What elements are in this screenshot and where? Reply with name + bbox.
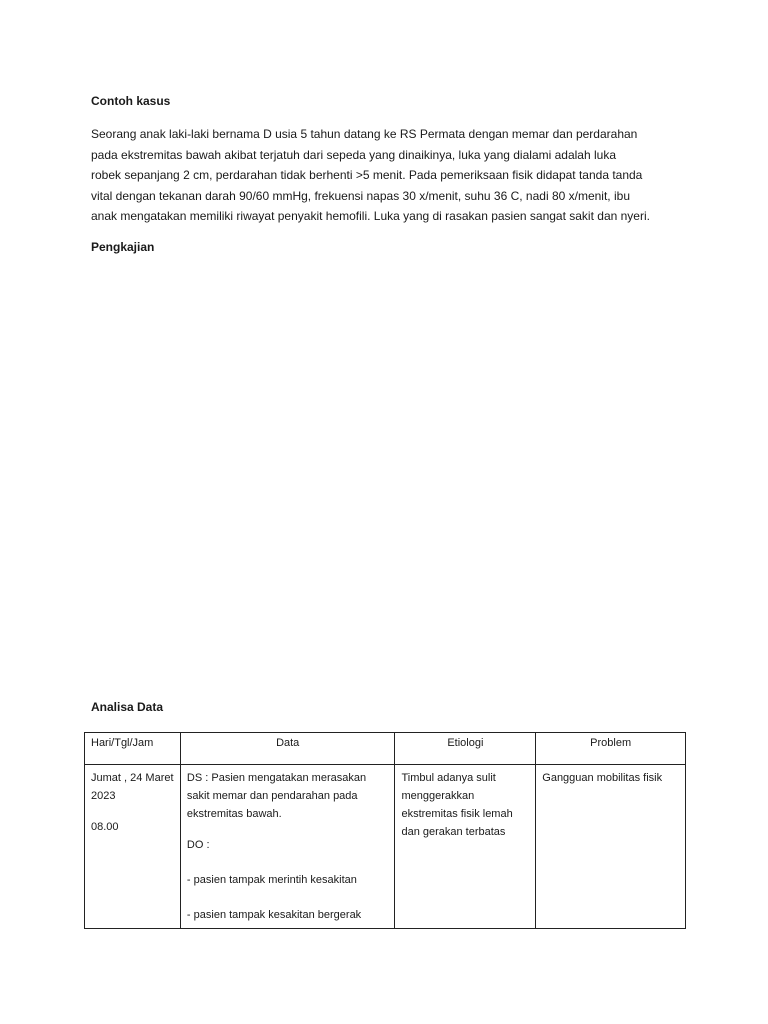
case-line: robek sepanjang 2 cm, perdarahan tidak berhenti >5 menit. Pada pemeriksaan fisik didapat tanda tanda — [91, 168, 643, 182]
case-line: anak mengatakan memiliki riwayat penyakit hemofili. Luka yang di rasakan pasien sangat sakit dan nyeri. — [91, 209, 650, 223]
data-do-label: DO : — [186, 839, 210, 851]
contoh-kasus-heading: Contoh kasus — [91, 94, 171, 108]
header-problem: Problem — [536, 733, 686, 765]
case-paragraph — [91, 124, 691, 227]
problem-text: Gangguan mobilitas fisik — [542, 772, 663, 784]
cell-hari — [85, 765, 181, 929]
header-etiologi: Etiologi — [395, 733, 536, 765]
case-line: Seorang anak laki-laki bernama D usia 5 tahun datang ke RS Permata dengan memar dan perdarahan — [91, 127, 638, 141]
data-do-item: - pasien tampak kesakitan bergerak — [186, 909, 362, 921]
table-row — [85, 765, 686, 929]
cell-etiologi — [395, 765, 536, 929]
case-line: pada ekstremitas bawah akibat terjatuh dari sepeda yang dinaikinya, luka yang dialami adalah luka — [91, 147, 616, 162]
cell-problem — [536, 765, 686, 929]
analisa-data-table — [84, 732, 686, 929]
data-do-item: - pasien tampak merintih kesakitan — [186, 874, 357, 886]
data-ds: DS : Pasien mengatakan merasakan sakit memar dan pendarahan pada ekstremitas bawah. — [186, 772, 367, 820]
header-data: Data — [180, 733, 395, 765]
row-time: 08.00 — [91, 821, 119, 833]
case-line: vital dengan tekanan darah 90/60 mmHg, frekuensi napas 30 x/menit, suhu 36 C, nadi 80 x/menit, ibu — [91, 188, 630, 203]
row-date: Jumat , 24 Maret 2023 — [91, 772, 174, 802]
analisa-data-heading: Analisa Data — [91, 700, 164, 714]
pengkajian-heading: Pengkajian — [91, 240, 155, 254]
cell-data — [180, 765, 395, 929]
header-hari: Hari/Tgl/Jam — [85, 733, 181, 765]
etiologi-text: Timbul adanya sulit menggerakkan ekstremitas fisik lemah dan gerakan terbatas — [401, 772, 513, 838]
table-header-row — [85, 733, 686, 765]
